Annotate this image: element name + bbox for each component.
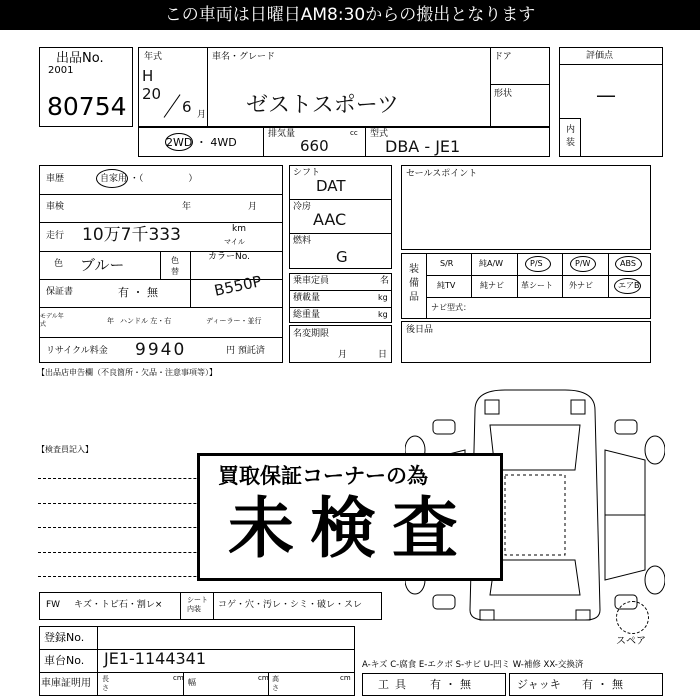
inspection-month: 月	[248, 202, 258, 212]
cert-height-unit: cm	[340, 674, 351, 682]
top-banner: この車両は日曜日AM8:30からの搬出となります	[0, 0, 700, 30]
chassis-value: JE1-1144341	[104, 649, 207, 668]
color-change: 色替	[171, 256, 179, 276]
gross-label: 総重量	[293, 310, 321, 320]
recycle-label: リサイクル料金	[46, 346, 108, 356]
seller-notes-label: 【出品店申告欄（不良箇所・欠品・注意事項等）】	[37, 368, 217, 377]
capacity-label: 乗車定員	[293, 276, 330, 286]
year-value: 20	[142, 85, 162, 103]
circle-ps	[525, 256, 551, 272]
equip-sr: S/R	[440, 259, 454, 268]
inspection-year: 年	[182, 202, 192, 212]
lot-sub: 2001	[48, 65, 74, 76]
cert-height: 高さ	[272, 675, 279, 692]
model-year-dealer: ディーラー・並行	[206, 317, 262, 325]
shift-value: DAT	[316, 177, 346, 195]
fw-text1: キズ・トビ石・割レ×	[74, 600, 163, 610]
year-label: 年式	[144, 52, 163, 62]
year-month: 6	[182, 98, 192, 116]
equip-tv: 純TV	[437, 281, 456, 290]
mileage-value: 10万7千333	[82, 225, 181, 245]
displacement-unit: cc	[350, 129, 358, 137]
model-year-label: モデル年式	[40, 313, 64, 328]
cert-length: 長さ	[102, 675, 109, 692]
model-year-year: 年	[107, 317, 114, 325]
model-year-handle: ハンドル 左・右	[120, 317, 172, 325]
equipment-label: 装備品	[409, 264, 419, 303]
load-unit: kg	[378, 293, 388, 302]
color-value: ブルー	[80, 256, 125, 274]
car-name-value: ゼストスポーツ	[246, 93, 399, 118]
circle-pw	[570, 256, 596, 272]
cert-length-unit: cm	[173, 674, 184, 682]
warranty-options: 有 ・ 無	[118, 286, 158, 299]
lot-label: 出品No.	[56, 51, 104, 66]
jack-options: 有・無	[582, 678, 627, 691]
car-name-label: 車名・グレード	[212, 52, 276, 62]
model-label: 型式	[370, 129, 389, 139]
capacity-unit: 名	[380, 276, 390, 286]
aircon-value: AAC	[313, 210, 347, 229]
model-value: DBA - JE1	[385, 137, 461, 156]
history-circle	[96, 169, 128, 188]
fw-text2: コゲ・穴・汚レ・シミ・破レ・スレ	[218, 600, 363, 610]
shift-label: シフト	[293, 168, 321, 178]
drive-options: 2WD ・ 4WD	[166, 136, 237, 149]
equip-abs: ABS	[620, 259, 636, 268]
fuel-label: 燃料	[293, 236, 312, 246]
displacement-label: 排気量	[268, 129, 296, 139]
drive-circle	[165, 133, 193, 151]
interior-label: 内装	[566, 125, 576, 148]
color-label: 色	[54, 259, 64, 269]
inspector-notes-label: 【検査員記入】	[37, 445, 93, 454]
stamp-line1: 買取保証コーナーの為	[218, 464, 428, 488]
rating-label: 評価点	[586, 51, 614, 61]
jack-label: ジャッキ	[517, 678, 561, 691]
cert-width: 幅	[188, 678, 196, 687]
history-options: 自家用 ・（ ）	[100, 174, 198, 184]
door-label: ドア	[494, 52, 512, 62]
equip-aw: 純A/W	[479, 259, 504, 268]
recycle-unit: 円 預託済	[226, 346, 265, 356]
warranty-label: 保証書	[46, 287, 74, 297]
equip-navi: 純ナビ	[480, 281, 504, 290]
fw-seat: シート内装	[187, 596, 208, 613]
circle-airbag	[614, 278, 641, 294]
shape-label: 形状	[494, 89, 513, 99]
sales-point-label: セールスポイント	[406, 169, 478, 179]
history-label: 車歴	[46, 174, 65, 184]
name-change-day: 日	[378, 350, 388, 360]
gross-unit: kg	[378, 310, 388, 319]
displacement-value: 660	[300, 137, 329, 155]
mileage-unit-km: km	[232, 224, 246, 234]
chassis-label: 車台No.	[44, 654, 85, 667]
damage-legend: A-キズ C-腐食 E-エクボ S-サビ U-凹ミ W-補修 XX-交換済	[362, 660, 584, 670]
cert-width-unit: cm	[258, 674, 269, 682]
tools-options: 有・無	[430, 678, 475, 691]
lot-number: 80754	[47, 92, 127, 121]
year-era: H	[142, 67, 154, 85]
equip-ext-navi: 外ナビ	[569, 281, 593, 290]
load-label: 積載量	[293, 293, 321, 303]
color-no-label: カラーNo.	[208, 252, 250, 262]
year-month-unit: 月	[197, 110, 207, 120]
certificate-label: 車庫証明用	[41, 678, 91, 689]
equip-airbag: エアB	[618, 281, 640, 290]
equip-leather: 革シート	[521, 281, 553, 290]
rating-value: —	[596, 83, 616, 107]
circle-abs	[615, 256, 642, 272]
registration-label: 登録No.	[44, 631, 85, 644]
mileage-unit-mile: マイル	[224, 238, 245, 246]
mileage-label: 走行	[46, 231, 65, 241]
name-change-month: 月	[338, 350, 348, 360]
equip-ps: P/S	[530, 259, 543, 268]
spare-label: スペア	[616, 636, 646, 647]
attachment-label: 後日品	[406, 325, 434, 335]
fuel-value: G	[336, 248, 348, 266]
inspection-label: 車検	[46, 202, 65, 212]
equip-navi-type: ナビ型式：	[431, 303, 471, 312]
fw-label: FW	[46, 600, 61, 610]
tools-label: 工具	[378, 678, 412, 691]
name-change-label: 名変期限	[293, 329, 330, 339]
color-no-value: B550P	[212, 272, 264, 300]
recycle-value: 9940	[135, 340, 187, 360]
attachment-box	[401, 321, 651, 363]
aircon-label: 冷房	[293, 202, 312, 212]
stamp-line2: 未検査	[228, 490, 474, 567]
spare-circle	[616, 601, 649, 634]
equip-pw: P/W	[575, 259, 591, 268]
